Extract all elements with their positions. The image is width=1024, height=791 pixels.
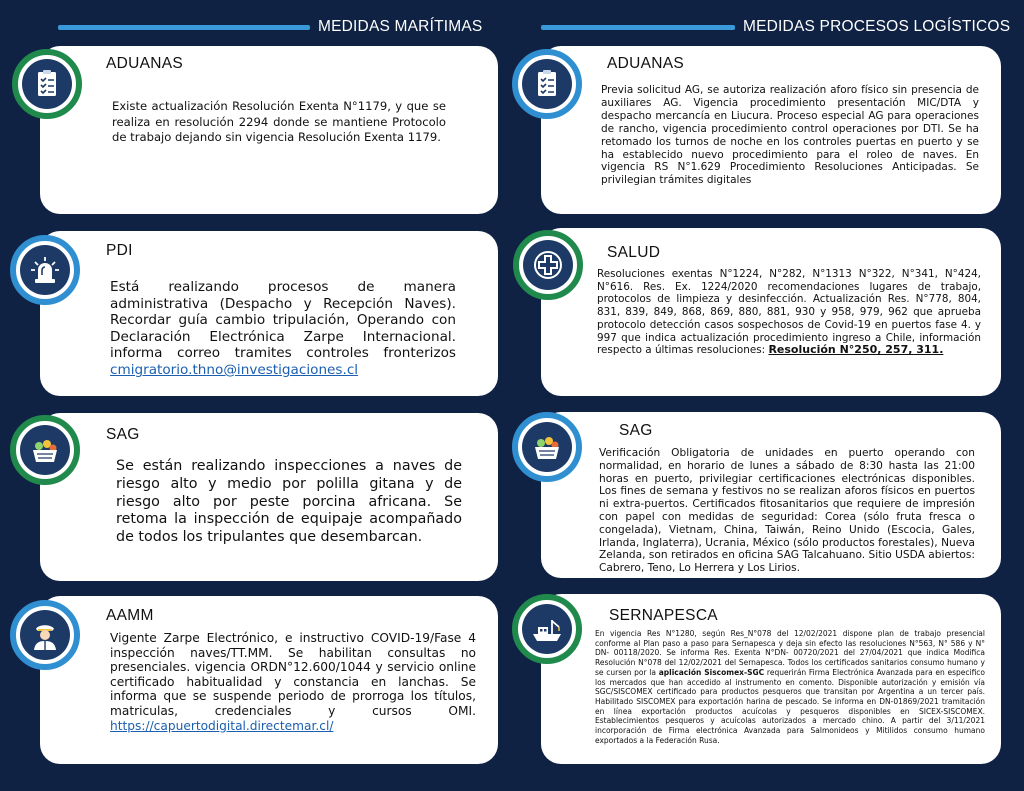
right-column-header (541, 14, 1010, 40)
checklist-icon (30, 67, 64, 101)
left-header-title: MEDIDAS MARÍTIMAS (318, 18, 483, 35)
card-left-pdi (40, 231, 498, 396)
card-text (110, 279, 456, 379)
badge-left-sag (10, 415, 80, 485)
sernapesca-text-b: requerirán Firma Electrónica Avanzada para en especifico los mercados que han accedido al instrumento en comento. Disponible autorización y emisión vía SGC/SISCOMEX certificado para productos pesqueros que transitan por Argentina a un tercer país. Habilitado SISCOMEX para exportación harina de pescado. Se informa en DN-01869/2021 tramitación en línea exportación productos acuícolas y pesqueros disponibles en SICEX-SISCOMEX. Establecimientos pesqueros y acuícolas autorizados a mercado chino. A partir del 3/11/2021 incorporación de Firma electrónica Avanzada para Salmonideos y Mitilidos consumo humano exportados a la Federación Rusa. (595, 667, 986, 745)
card-title: ADUANAS (607, 55, 685, 72)
card-right-aduanas (541, 46, 1001, 214)
card-right-sernapesca (541, 594, 1001, 764)
aamm-link[interactable]: https://capuertodigital.directemar.cl/ (110, 718, 334, 733)
card-text: Existe actualización Resolución Exenta N°1179, y que se realiza en resolución 2294 donde se mantiene Protocolo de trabajo dejando sin vigencia Resolución Exenta 1179. (112, 99, 446, 144)
card-left-sag (40, 413, 498, 581)
card-left-aduanas (40, 46, 498, 214)
left-header-bar (58, 25, 310, 30)
card-title: ADUANAS (106, 55, 184, 72)
checklist-icon (530, 67, 564, 101)
card-title: SERNAPESCA (609, 607, 718, 624)
salud-text: Resoluciones exentas N°1224, N°282, N°1313 N°322, N°341, N°424, N°616. Res. Ex. 1224/2020 recomendaciones lugares de trabajo, protocolos de limpieza y desinfección. Actualización Res. N°778, 804, 831, 839, 849, 868, 869, 880, 881, 930 y 958, 979, 962 que aprueba protocolo detección casos sospechosos de Covid-19 en puertos fase 4. y 997 que indica actualización procedimiento ingreso a Chile, información respecto a últimas resoluciones: (597, 268, 981, 357)
badge-right-sag (512, 412, 582, 482)
card-title: SALUD (607, 244, 661, 261)
sernapesca-text-a: En vigencia Res N°1280, según Res_N°078 del 12/02/2021 dispone plan de trabajo presencial conforme al Plan paso a paso para Sernapesca y deja sin efecto las resoluciones N°563, N° 586 y N° DN- 00118/2020. Se informa Res. Exenta N°DN- 00720/2021 del 27/04/2021 que indica Modifica Resolución N°078 del 12/02/2021 del Sernapesca. Todos los certificados sanitarios consumo humano y se cursen por la (595, 629, 985, 677)
card-title: PDI (106, 242, 133, 259)
produce-basket-icon (530, 430, 564, 464)
badge-left-pdi (10, 235, 80, 305)
card-right-sag (541, 412, 1001, 578)
left-column-header (58, 14, 482, 40)
pdi-text: Está realizando procesos de manera administrativa (Despacho y Recepción Naves). Recordar guía cambio tripulación, Operando con Declaración Electrónica Zarpe Internacional. informa correo tramites controles fronterizos (110, 279, 456, 362)
badge-left-aamm (10, 600, 80, 670)
salud-bold-ref: Resolución N°250, 257, 311. (768, 343, 944, 357)
card-left-aamm (40, 596, 498, 764)
medical-cross-icon (531, 248, 565, 282)
badge-right-aduanas (512, 49, 582, 119)
right-header-title: MEDIDAS PROCESOS LOGÍSTICOS (743, 18, 1011, 35)
card-title: SAG (106, 426, 140, 443)
badge-right-salud (513, 230, 583, 300)
card-text: Previa solicitud AG, se autoriza realización aforo físico sin presencia de auxiliares AG. Vigencia procedimiento presentación MIC/DTA y despacho mercancía en Liucura. Proceso especial AG para operaciones de rancho, vigencia procedimiento control operaciones por DTI. Se ha retomado los turnos de noche en los controles puertas en puerto y se ha establecido nuevo procedimiento para el roleo de naves. En vigencia RS N°1.629 Procedimiento Resoluciones Anticipadas. Se privilegian trámites digitales (601, 84, 979, 187)
badge-right-sernapesca (512, 594, 582, 664)
aamm-text: Vigente Zarpe Electrónico, e instructivo COVID-19/Fase 4 inspección naves/TT.MM. Se habilitan consultas no presenciales. vigencia ORDN°12.600/1044 y servicio online certificado habitualidad y constancia en lanchas. Se informa que se suspende periodo de prorroga los títulos, matriculas, credenciales y cursos OMI. (110, 631, 476, 718)
card-title: SAG (619, 422, 653, 439)
fishing-ship-icon (530, 612, 564, 646)
card-title: AAMM (106, 607, 154, 624)
card-right-salud (541, 228, 1001, 396)
siren-icon (28, 253, 62, 287)
card-text: Verificación Obligatoria de unidades en puerto operando con normalidad, en horario de lunes a sábado de 8:30 hasta las 21:00 horas en puerto, privilegiar certificaciones electrónicas disponibles. Los fines de semana y festivos no se realizan aforos físicos en puertos ni extra-puertos. Certificados fitosanitarios que requiere de impresión con papel con medidas de seguridad: Corea (sólo fruta fresca o congelada), Vietnam, China, Taiwán, Reino Unido (Escocia, Gales, Irlanda, Inglaterra), Ucrania, México (sólo productos forestales), Nueva Zelanda, son retirados en oficina SAG Talcahuano. Sitio USDA abiertos: Cabrero, Teno, Lo Herrera y Los Lirios. (599, 447, 975, 575)
card-text (597, 268, 981, 357)
badge-left-aduanas (12, 49, 82, 119)
sernapesca-bold: aplicación Siscomex-SGC (658, 667, 765, 677)
pdi-email-link[interactable]: cmigratorio.thno@investigaciones.cl (110, 361, 359, 378)
navy-officer-icon (28, 618, 62, 652)
produce-basket-icon (28, 433, 62, 467)
card-text (595, 629, 985, 745)
card-text: Se están realizando inspecciones a naves de riesgo alto y medio por polilla gitana y de riesgo alto por peste porcina africana. Se retoma la inspección de equipaje acompañado de todos los tripulantes que desembarcan. (116, 458, 462, 546)
right-header-bar (541, 25, 735, 30)
card-text (110, 631, 476, 733)
